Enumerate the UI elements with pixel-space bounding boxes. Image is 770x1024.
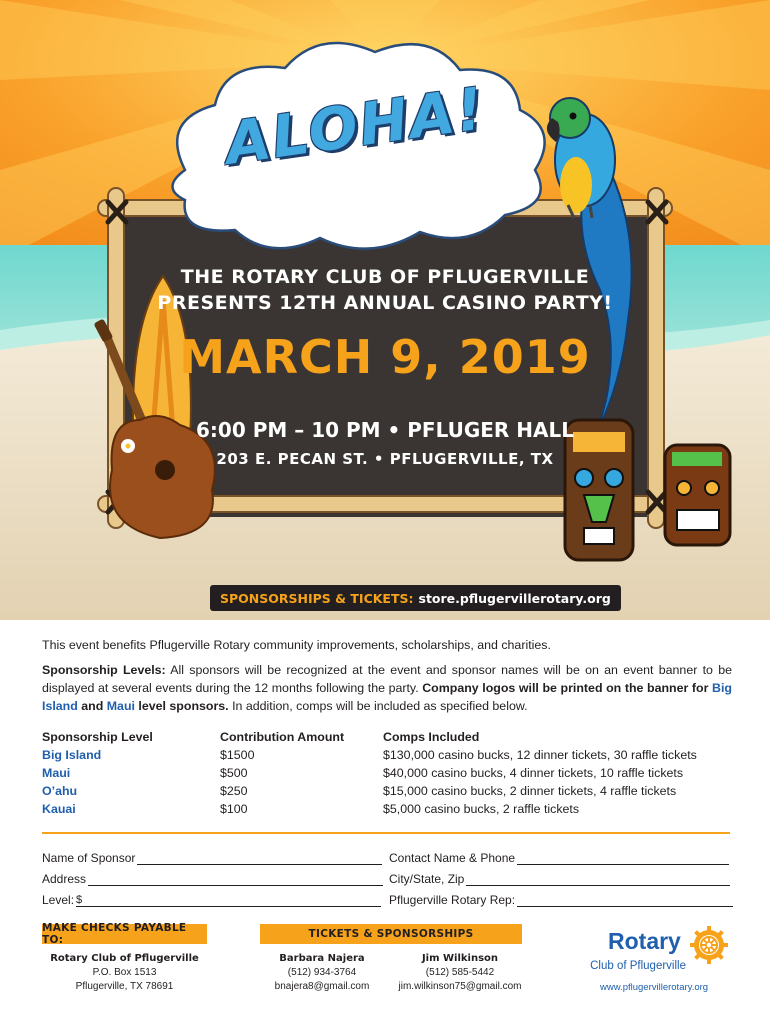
rotary-rep-line[interactable] bbox=[517, 894, 733, 907]
sponsorship-label: SPONSORSHIPS & TICKETS: bbox=[220, 590, 414, 606]
levels-lead: Sponsorship Levels: bbox=[42, 663, 166, 677]
header-amount: Contribution Amount bbox=[220, 730, 345, 744]
level-comps: $5,000 casino bucks, 2 raffle tickets bbox=[383, 802, 580, 816]
rotary-club-name: Club of Pflugerville bbox=[590, 960, 686, 972]
level-amount: $500 bbox=[220, 766, 248, 780]
level-field[interactable] bbox=[42, 893, 381, 907]
levels-maui: Maui bbox=[106, 699, 135, 713]
city-state-zip-field[interactable] bbox=[389, 872, 730, 886]
table-row bbox=[42, 746, 732, 764]
table-row bbox=[42, 764, 732, 782]
sponsorship-banner bbox=[210, 585, 621, 611]
presenter-line: THE ROTARY CLUB OF PFLUGERVILLE bbox=[180, 266, 590, 288]
event-date: MARCH 9, 2019 bbox=[179, 330, 591, 384]
header-level: Sponsorship Level bbox=[42, 730, 153, 744]
section-divider bbox=[42, 832, 730, 834]
event-time-place: 6:00 PM – 10 PM • PFLUGER HALL bbox=[196, 418, 574, 442]
level-amount: $250 bbox=[220, 784, 248, 798]
levels-big-island: Big Island bbox=[42, 681, 732, 713]
address-line[interactable] bbox=[88, 873, 383, 886]
table-header bbox=[42, 728, 732, 746]
city-state-zip-line[interactable] bbox=[466, 873, 730, 886]
address-field[interactable] bbox=[42, 872, 383, 886]
sponsorship-levels-paragraph bbox=[42, 661, 732, 715]
address-label: Address bbox=[42, 872, 87, 886]
sponsorship-table bbox=[42, 728, 732, 818]
level-comps: $15,000 casino bucks, 2 dinner tickets, 4 raffle tickets bbox=[383, 784, 677, 798]
contact-name-phone-line[interactable] bbox=[517, 852, 729, 865]
intro-text: This event benefits Pflugerville Rotary community improvements, scholarships, and charities. bbox=[42, 638, 551, 652]
city-state-zip-label: City/State, Zip bbox=[389, 872, 465, 886]
level-prefix: $ bbox=[76, 894, 83, 906]
levels-and: and bbox=[77, 699, 107, 713]
rotary-website-link[interactable]: www.pflugervillerotary.org bbox=[600, 982, 709, 993]
checks-payable-label: MAKE CHECKS PAYABLE TO: bbox=[42, 924, 207, 944]
level-amount: $1500 bbox=[220, 748, 255, 762]
level-name: Big Island bbox=[42, 748, 102, 762]
contact-name: Barbara Najera bbox=[279, 953, 365, 964]
payee-line-1: P.O. Box 1513 bbox=[92, 967, 157, 978]
payee-name: Rotary Club of Pflugerville bbox=[50, 953, 199, 964]
level-label: Level: bbox=[42, 893, 75, 907]
levels-text-1: All sponsors will be recognized at the event and sponsor names will be on an event banner to be displayed at several events during the 12 months following the party. bbox=[42, 663, 732, 695]
sponsor-name-field[interactable] bbox=[42, 851, 382, 865]
level-comps: $130,000 casino bucks, 12 dinner tickets, 30 raffle tickets bbox=[383, 748, 697, 762]
level-name: Maui bbox=[42, 766, 71, 780]
rotary-rep-label: Pflugerville Rotary Rep: bbox=[389, 893, 516, 907]
rotary-logo bbox=[578, 926, 730, 976]
level-name: Kauai bbox=[42, 802, 76, 816]
header-comps: Comps Included bbox=[383, 730, 480, 744]
event-address: 203 E. PECAN ST. • PFLUGERVILLE, TX bbox=[216, 450, 554, 468]
level-amount: $100 bbox=[220, 802, 248, 816]
contact-jim bbox=[392, 952, 528, 994]
contact-name-phone-field[interactable] bbox=[389, 851, 729, 865]
levels-text-2: In addition, comps will be included as specified below. bbox=[228, 699, 528, 713]
event-name-line: PRESENTS 12TH ANNUAL CASINO PARTY! bbox=[157, 292, 613, 314]
level-name: O’ahu bbox=[42, 784, 78, 798]
contact-email[interactable]: jim.wilkinson75@gmail.com bbox=[398, 981, 522, 992]
contact-phone: (512) 585-5442 bbox=[425, 967, 495, 978]
contact-phone: (512) 934-3764 bbox=[287, 967, 357, 978]
levels-bold: Company logos will be printed on the banner for bbox=[422, 681, 709, 695]
table-row bbox=[42, 800, 732, 818]
levels-bold-2: level sponsors. bbox=[134, 699, 229, 713]
contact-email[interactable]: bnajera8@gmail.com bbox=[274, 981, 370, 992]
level-line[interactable] bbox=[76, 894, 381, 907]
payee-line-2: Pflugerville, TX 78691 bbox=[75, 981, 174, 992]
tickets-sponsorships-label: TICKETS & SPONSORSHIPS bbox=[260, 924, 522, 944]
level-comps: $40,000 casino bucks, 4 dinner tickets, 10 raffle tickets bbox=[383, 766, 684, 780]
sponsor-name-label: Name of Sponsor bbox=[42, 851, 136, 865]
store-link[interactable]: store.pflugervillerotary.org bbox=[418, 590, 611, 606]
contact-name: Jim Wilkinson bbox=[421, 953, 499, 964]
sponsor-name-line[interactable] bbox=[137, 852, 382, 865]
aloha-title: ALOHA! bbox=[221, 74, 489, 178]
contact-barbara bbox=[262, 952, 382, 994]
rotary-wordmark: Rotary bbox=[608, 928, 681, 954]
table-row bbox=[42, 782, 732, 800]
rotary-rep-field[interactable] bbox=[389, 893, 733, 907]
contact-name-phone-label: Contact Name & Phone bbox=[389, 851, 516, 865]
payee-block bbox=[42, 952, 207, 994]
rotary-wheel-icon bbox=[690, 926, 728, 964]
